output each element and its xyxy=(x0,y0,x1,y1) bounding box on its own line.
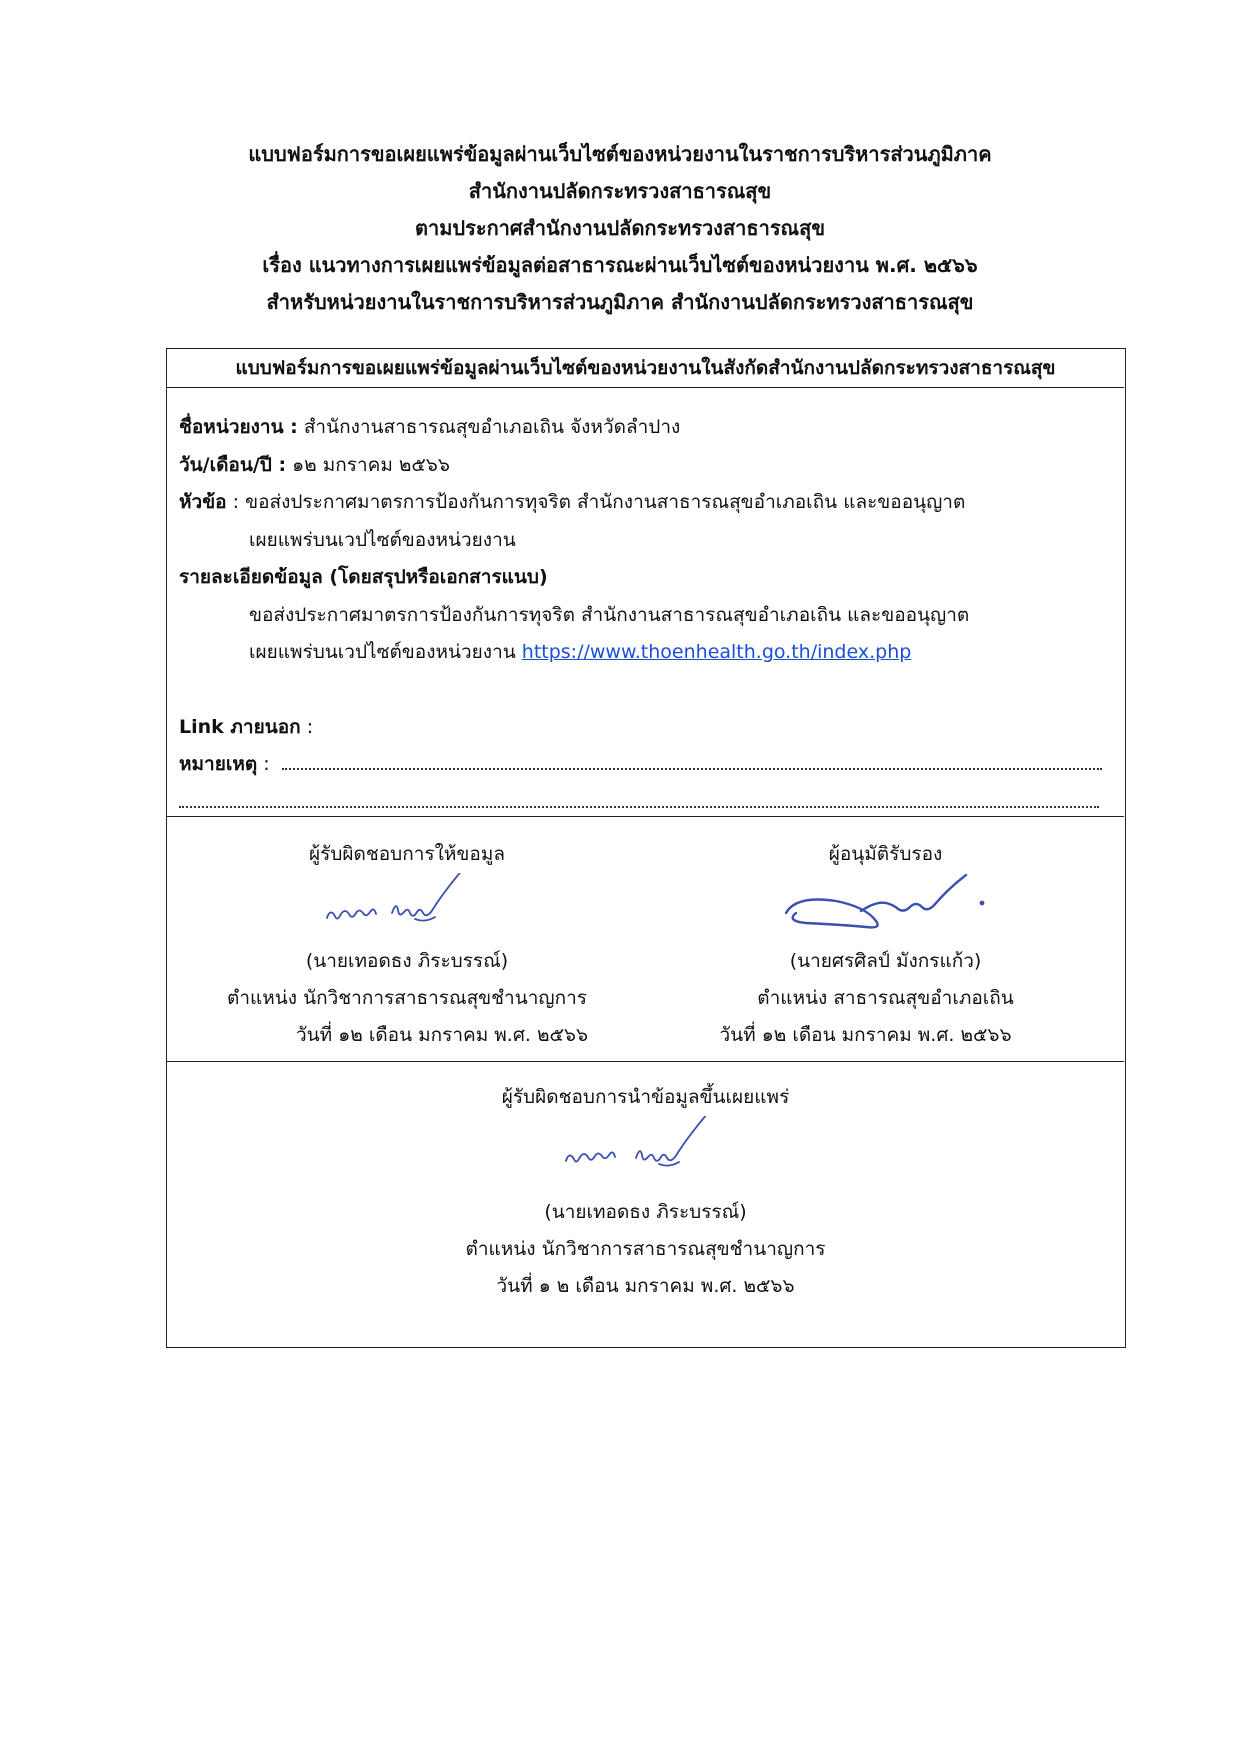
note-dotted-line-2 xyxy=(179,805,1099,808)
informant-date: วันที่ ๑๒ เดือน มกราคม พ.ศ. ๒๕๖๖ xyxy=(295,1024,589,1046)
section-divider-2 xyxy=(167,1061,1124,1062)
informant-signature-block xyxy=(167,836,647,1054)
approver-name: (นายศรศิลป์ มังกรแก้ว) xyxy=(789,950,982,972)
approver-signature-block xyxy=(647,836,1124,1054)
heading-line-2: สำนักงานปลัดกระทรวงสาธารณสุข xyxy=(468,179,772,203)
detail-row xyxy=(179,559,1109,597)
heading-line-3: ตามประกาศสำนักงานปลัดกระทรวงสาธารณสุข xyxy=(414,216,825,240)
detail-value-line-2 xyxy=(179,634,1109,672)
external-link-label: Link ภายนอก xyxy=(179,715,301,738)
publisher-signature-image xyxy=(536,1116,756,1186)
detail-label: รายละเอียดข้อมูล (โดยสรุปหรือเอกสารแนบ) xyxy=(179,566,548,588)
heading-line-5: สำหรับหน่วยงานในราชการบริหารส่วนภูมิภาค สำนักงานปลัดกระทรวงสาธารณสุข xyxy=(266,290,974,314)
approver-signature-image xyxy=(766,873,1006,943)
approver-date: วันที่ ๑๒ เดือน มกราคม พ.ศ. ๒๕๖๖ xyxy=(719,1024,1012,1046)
section-divider xyxy=(167,816,1124,817)
subject-row xyxy=(179,484,1109,522)
form-info-section xyxy=(179,409,1109,821)
date-row xyxy=(179,447,1109,485)
informant-name: (นายเทอดธง ภิระบรรณ์) xyxy=(305,950,509,972)
heading-line-4: เรื่อง แนวทางการเผยแพร่ข้อมูลต่อสาธารณะผ่านเว็บไซต์ของหน่วยงาน พ.ศ. ๒๕๖๖ xyxy=(262,253,978,277)
spacer xyxy=(179,672,1109,709)
approver-role: ผู้อนุมัติรับรอง xyxy=(828,843,943,865)
agency-value: สำนักงานสาธารณสุขอำเภอเถิน จังหวัดลำปาง xyxy=(303,416,681,438)
note-label: หมายเหตุ xyxy=(179,753,258,775)
approver-position: ตำแหน่ง สาธารณสุขอำเภอเถิน xyxy=(757,987,1014,1009)
publisher-date: วันที่ ๑ ๒ เดือน มกราคม พ.ศ. ๒๕๖๖ xyxy=(496,1275,795,1297)
date-label: วัน/เดือน/ปี : xyxy=(179,453,287,476)
publisher-position: ตำแหน่ง นักวิชาการสาธารณสุขชำนาญการ xyxy=(465,1238,826,1260)
informant-position: ตำแหน่ง นักวิชาการสาธารณสุขชำนาญการ xyxy=(227,987,587,1009)
heading-line-1: แบบฟอร์มการขอเผยแพร่ข้อมูลผ่านเว็บไซต์ของหน่วยงานในราชการบริหารส่วนภูมิภาค xyxy=(248,142,992,166)
publisher-role: ผู้รับผิดชอบการนำข้อมูลขึ้นเผยแพร่ xyxy=(501,1086,790,1108)
publisher-name: (นายเทอดธง ภิระบรรณ์) xyxy=(544,1201,747,1223)
informant-signature-image xyxy=(297,873,517,943)
date-value: ๑๒ มกราคม ๒๕๖๖ xyxy=(292,453,450,476)
document-heading xyxy=(0,136,1240,321)
note-row xyxy=(179,746,1109,784)
subject-value-continued: เผยแพร่บนเวปไซต์ของหน่วยงาน xyxy=(249,528,516,551)
form-title: แบบฟอร์มการขอเผยแพร่ข้อมูลผ่านเว็บไซต์ของหน่วยงานในสังกัดสำนักงานปลัดกระทรวงสาธารณสุข xyxy=(167,349,1124,388)
note-colon: : xyxy=(263,753,270,775)
subject-value: : ขอส่งประกาศมาตรการป้องกันการทุจริต สำนักงานสาธารณสุขอำเภอเถิน และขออนุญาต xyxy=(232,491,966,513)
detail-value-text: เผยแพร่บนเวปไซต์ของหน่วยงาน xyxy=(249,641,516,663)
external-link-colon: : xyxy=(306,715,314,738)
detail-value-line-1: ขอส่งประกาศมาตรการป้องกันการทุจริต สำนักงานสาธารณสุขอำเภอเถิน และขออนุญาต xyxy=(249,603,970,626)
request-form xyxy=(166,348,1126,1348)
informant-role: ผู้รับผิดชอบการให้ขอมูล xyxy=(309,843,505,865)
note-dotted-line xyxy=(282,767,1102,770)
website-link[interactable]: https://www.thoenhealth.go.th/index.php xyxy=(521,641,912,663)
external-link-row xyxy=(179,709,1109,747)
agency-label: ชื่อหน่วยงาน : xyxy=(179,416,298,438)
subject-label: หัวข้อ xyxy=(179,491,227,513)
publisher-signature-block xyxy=(167,1079,1124,1305)
agency-row xyxy=(179,409,1109,447)
